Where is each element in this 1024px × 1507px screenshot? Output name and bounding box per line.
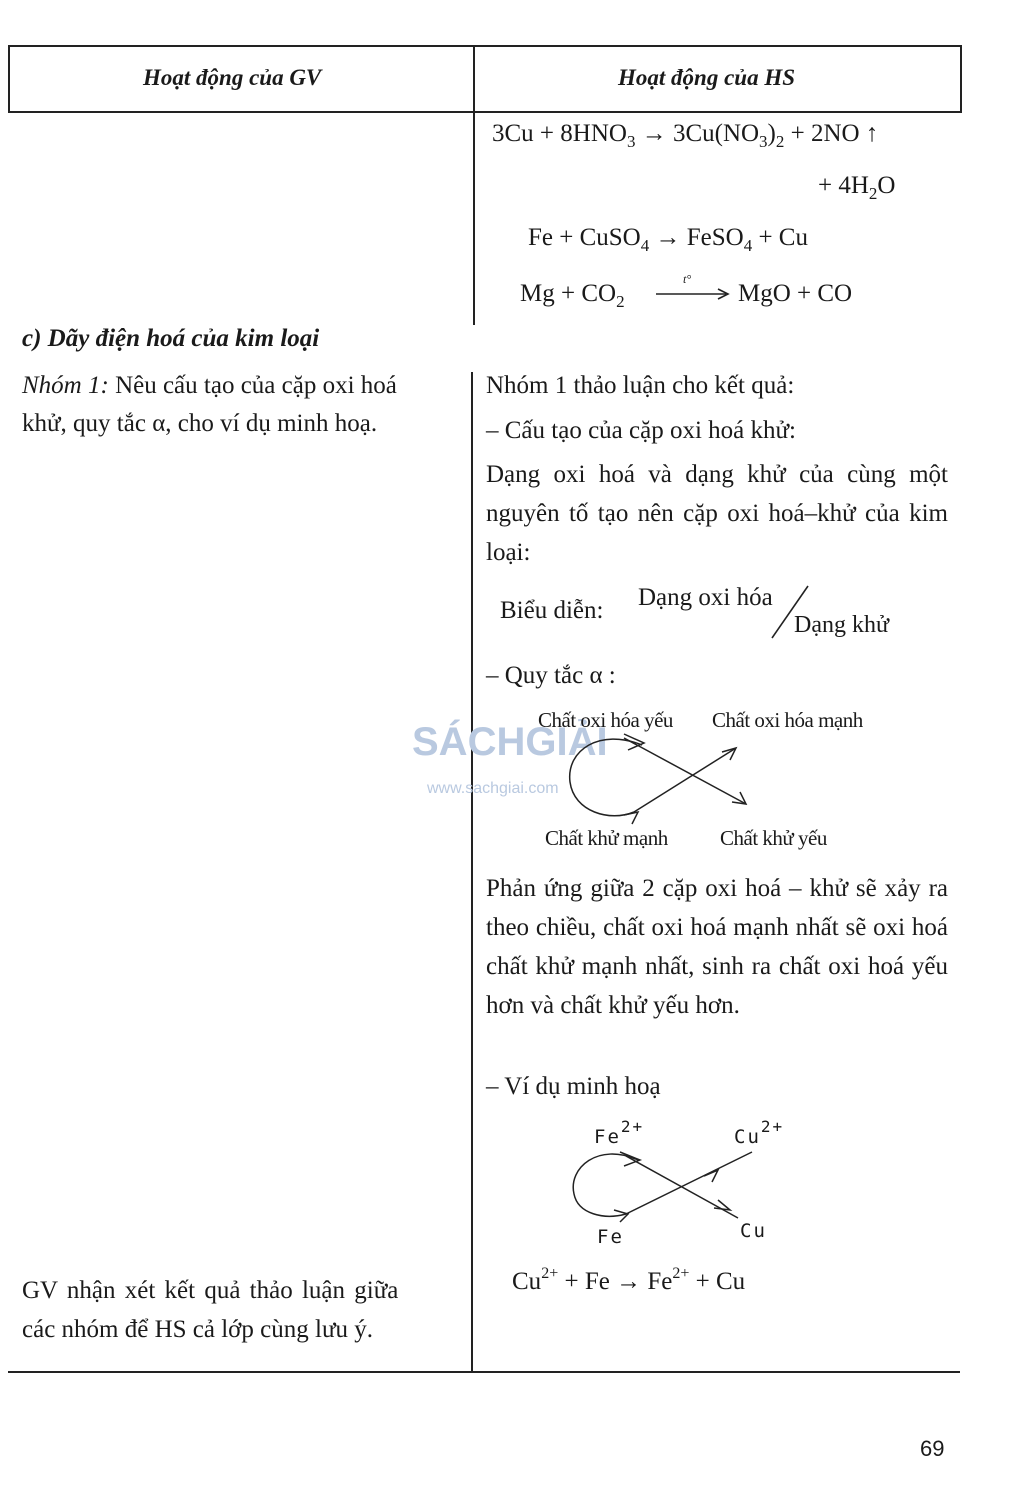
hs-rule-text: Phản ứng giữa 2 cặp oxi hoá – khử sẽ xảy ra theo chiều, chất oxi hoá mạnh nhất sẽ oxi hoá chất khử mạnh nhất, sinh ra chất oxi hoá yếu hơn và chất khử yếu hơn. [486, 875, 948, 1019]
hs-rule-heading: – Quy tắc α : [486, 662, 616, 689]
table-left-border [8, 45, 10, 113]
gv-review-line2: các nhóm để HS cả lớp cùng lưu ý. [22, 1316, 373, 1343]
table-header-bottom-border [8, 111, 962, 113]
table-top-border [8, 45, 962, 47]
rule-bottom-left-label: Chất khử mạnh [545, 826, 668, 850]
hs-example-heading: – Ví dụ minh hoạ [486, 1073, 661, 1100]
watermark-brand: SÁCHGIẢI [412, 720, 608, 764]
rule-bottom-right-label: Chất khử yếu [720, 826, 827, 850]
example-cycle-diagram [568, 1148, 768, 1228]
example-top-left-label: $Fe^{2+}$ [594, 1117, 645, 1148]
watermark-url: www.sachgiai.com [427, 780, 559, 797]
hs-structure-heading: – Cấu tạo của cặp oxi hoá khử: [486, 417, 796, 444]
header-gv: Hoạt động của GV [143, 65, 322, 90]
gv-review-line1: GV nhận xét kết quả thảo luận giữa [22, 1277, 399, 1304]
final-equation: $Cu^{2+} + Fe \to Fe^{2+} + Cu$ [512, 1265, 746, 1295]
table-bottom-border [8, 1371, 960, 1373]
heat-condition: t° [683, 272, 692, 286]
equation-mg-co2-product: MgO + CO [738, 280, 853, 307]
section-title: c) Dãy điện hoá của kim loại [22, 325, 320, 352]
table-right-border [960, 45, 962, 113]
equation-fe-cuso4: Fe + CuSO$_4$ → FeSO$_4$ + Cu [528, 224, 808, 255]
hs-structure-text: Dạng oxi hoá và dạng khử của cùng một nguyên tố tạo nên cặp oxi hoá–khử của kim loại: [486, 461, 948, 566]
represent-top: Dạng oxi hóa [638, 584, 773, 611]
represent-bottom: Dạng khử [794, 612, 889, 638]
alpha-rule-diagram [560, 730, 780, 830]
example-bottom-left-label: Fe [597, 1226, 624, 1248]
page-number: 69 [920, 1436, 945, 1461]
gv-task-line1: Nhóm 1: Nêu cấu tạo của cặp oxi hoá [22, 372, 397, 399]
hs-result-intro: Nhóm 1 thảo luận cho kết quả: [486, 372, 795, 399]
gv-task-line2: khử, quy tắc α, cho ví dụ minh hoạ. [22, 410, 378, 437]
equation-cu-hno3-continued: + $4H_2O$ [818, 172, 896, 203]
column-divider-top [473, 45, 475, 325]
equation-mg-co2: $Mg + CO_2$ [520, 280, 625, 311]
rule-top-right-label: Chất oxi hóa mạnh [712, 708, 863, 732]
column-divider-bottom [471, 372, 473, 1372]
rule-top-left-label: Chất oxi hóa yếu [538, 708, 673, 732]
heat-arrow-icon [654, 272, 734, 304]
example-bottom-right-label: Cu [740, 1220, 767, 1242]
represent-label: Biểu diễn: [500, 597, 604, 624]
header-hs: Hoạt động của HS [618, 65, 796, 90]
equation-cu-hno3: $3Cu + 8HNO_3 \to 3Cu(NO_3)_2 + 2NO$ ↑ [492, 120, 879, 151]
example-top-right-label: $Cu^{2+}$ [734, 1117, 785, 1148]
